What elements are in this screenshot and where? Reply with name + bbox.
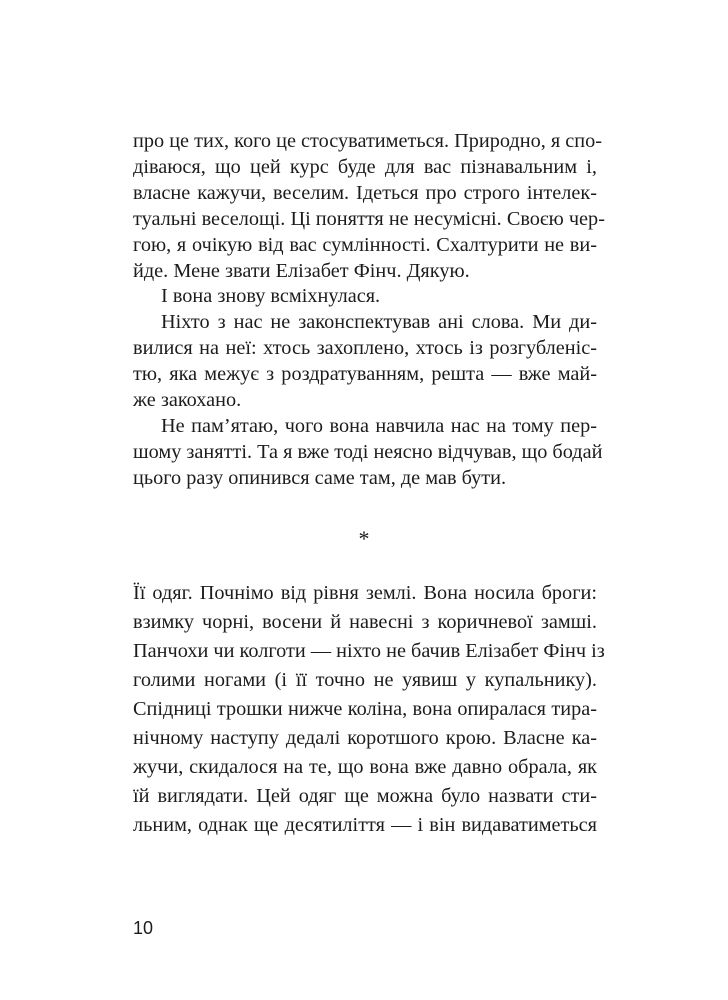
text-line: йде. Мене звати Елізабет Фінч. Дякую. xyxy=(133,260,470,282)
text-line: про це тих, кого це стосуватиметься. Природно, я спо- xyxy=(133,130,603,152)
text-line: І вона знову всміхнулася. xyxy=(161,285,381,307)
text-line: їй виглядати. Цей одяг ще можна було назвати сти- xyxy=(133,785,597,807)
text-line: вилися на неї: хтось захоплено, хтось із розгубленіс- xyxy=(133,337,597,359)
text-line: нічному наступу дедалі коротшого крою. Власне ка- xyxy=(133,727,597,749)
text-line: Спідниці трошки нижче коліна, вона опиралася тира- xyxy=(133,698,597,720)
text-line: льним, однак ще десятиліття — і він видаватиметься xyxy=(133,814,597,836)
text-line: шому занятті. Та я вже тоді неясно відчував, що бодай xyxy=(133,441,603,463)
text-line: власне кажучи, веселим. Ідеться про строго інтелек- xyxy=(133,182,597,204)
page-number: 10 xyxy=(133,918,154,938)
text-line: Ніхто з нас не законспектував ані слова. Ми ди- xyxy=(161,311,597,333)
text-line: голими ногами (і її точно не уявиш у купальнику). xyxy=(133,669,597,691)
text-line: Не пам’ятаю, чого вона навчила нас на тому пер- xyxy=(161,415,597,437)
text-line: туальні веселощі. Ці поняття не несумісні. Своєю чер- xyxy=(133,208,605,230)
text-line: взимку чорні, восени й навесні з коричневої замші. xyxy=(133,611,597,633)
text-line: жучи, скидалося на те, що вона вже давно обрала, як xyxy=(133,756,597,778)
text-line: гою, я очікую від вас сумлінності. Схалтурити не ви- xyxy=(133,234,597,256)
text-line: тю, яка межує з роздратуванням, решта — вже май- xyxy=(133,363,597,385)
text-line: же закохано. xyxy=(133,389,242,411)
section-separator: * xyxy=(358,526,370,551)
text-line: Її одяг. Почнімо від рівня землі. Вона носила броги: xyxy=(133,582,597,604)
text-line: цього разу опинився саме там, де мав бути. xyxy=(133,467,507,489)
text-line: діваюся, що цей курс буде для вас пізнавальним і, xyxy=(133,156,597,178)
text-line: Панчохи чи колготи — ніхто не бачив Елізабет Фінч із xyxy=(133,640,605,662)
